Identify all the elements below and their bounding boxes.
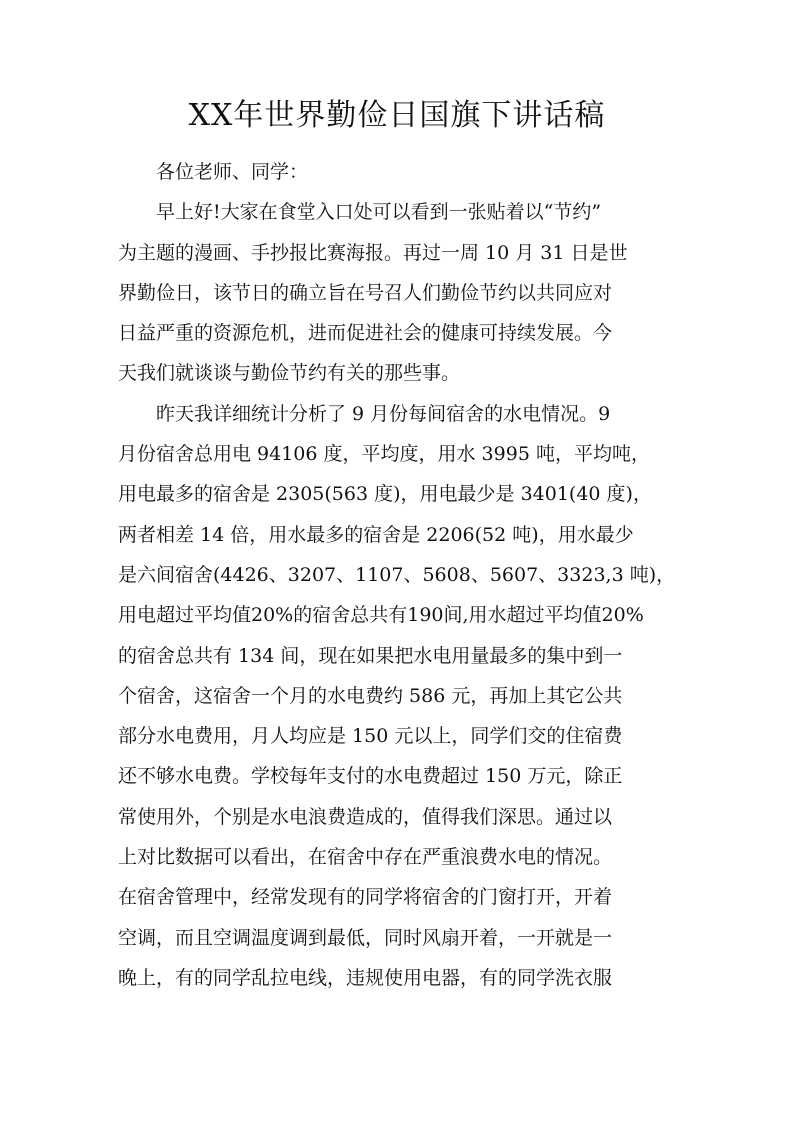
paragraph-line: 上对比数据可以看出，在宿舍中存在严重浪费水电的情况。: [118, 846, 613, 869]
paragraph-line: 的宿舍总共有 134 间，现在如果把水电用量最多的集中到一: [118, 644, 623, 667]
paragraph-statistics: [118, 394, 688, 998]
paragraph-line: 两者相差 14 倍，用水最多的宿舍是 2206(52 吨)，用水最少: [118, 523, 634, 546]
document-title: XX年世界勤俭日国旗下讲话稿: [188, 98, 606, 133]
paragraph-line: 用电最多的宿舍是 2305(563 度)，用电最少是 3401(40 度)，: [118, 483, 652, 506]
paragraph-line: 空调，而且空调温度调到最低，同时风扇开着，一开就是一: [118, 926, 613, 949]
greeting-paragraph: [118, 152, 688, 192]
paragraph-line: 界勤俭日，该节日的确立旨在号召人们勤俭节约以共同应对: [118, 281, 613, 304]
paragraph-line: 是六间宿舍(4426、3207、1107、5608、5607、3323,3 吨)，: [118, 563, 676, 586]
paragraph-line: 为主题的漫画、手抄报比赛海报。再过一周 10 月 31 日是世: [118, 241, 628, 264]
paragraph-line: 常使用外，个别是水电浪费造成的，值得我们深思。通过以: [118, 805, 613, 828]
paragraph-line: 晚上，有的同学乱拉电线，违规使用电器，有的同学洗衣服: [118, 966, 613, 989]
document-body: [118, 152, 688, 998]
paragraph-intro: [118, 192, 688, 393]
paragraph-line: 用电超过平均值20%的宿舍总共有190间,用水超过平均值20%: [118, 604, 644, 627]
paragraph-line: 部分水电费用，月人均应是 150 元以上，同学们交的住宿费: [118, 725, 623, 748]
paragraph-line: 昨天我详细统计分析了 9 月份每间宿舍的水电情况。9: [156, 402, 611, 425]
greeting-line: 各位老师、同学：: [156, 161, 309, 183]
paragraph-line: 在宿舍管理中，经常发现有的同学将宿舍的门窗打开，开着: [118, 886, 613, 909]
paragraph-line: 日益严重的资源危机，进而促进社会的健康可持续发展。今: [118, 322, 613, 345]
paragraph-line: 早上好!大家在食堂入口处可以看到一张贴着以“节约”: [156, 201, 602, 224]
paragraph-line: 还不够水电费。学校每年支付的水电费超过 150 万元，除正: [118, 765, 623, 788]
paragraph-line: 天我们就谈谈与勤俭节约有关的那些事。: [118, 362, 461, 385]
paragraph-line: 月份宿舍总用电 94106 度，平均度，用水 3995 吨，平均吨，: [118, 443, 650, 466]
paragraph-line: 个宿舍，这宿舍一个月的水电费约 586 元，再加上其它公共: [118, 684, 623, 707]
